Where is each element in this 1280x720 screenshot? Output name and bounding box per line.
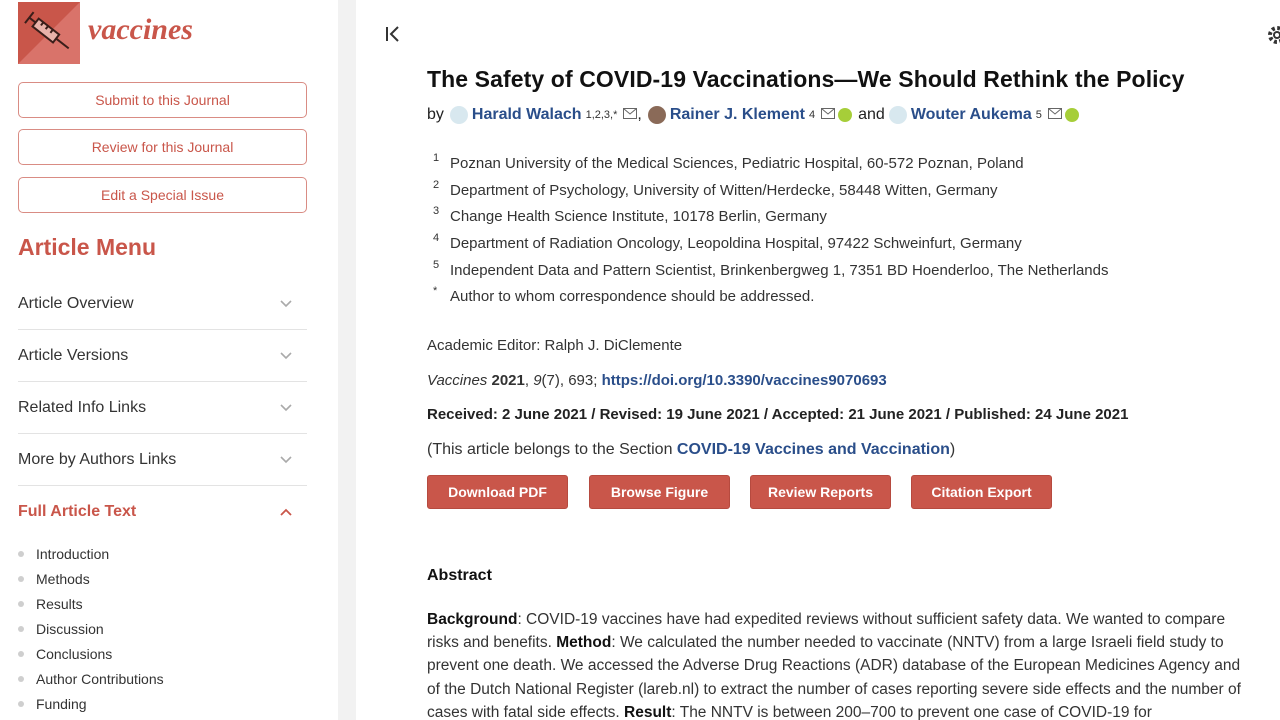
publication-dates: Received: 2 June 2021 / Revised: 19 June 2021 / Accepted: 21 June 2021 / Published: 24 June 2021 bbox=[427, 406, 1129, 423]
toc-label: Discussion bbox=[36, 620, 104, 637]
menu-item-label: Article Versions bbox=[18, 346, 129, 364]
review-reports-button[interactable]: Review Reports bbox=[750, 475, 891, 509]
affiliation-number: 3 bbox=[433, 205, 440, 218]
bullet-icon bbox=[18, 626, 24, 632]
author-link-walach[interactable]: Harald Walach bbox=[471, 106, 582, 123]
bullet-icon bbox=[18, 651, 24, 657]
toc-item-conclusions[interactable] bbox=[18, 641, 164, 666]
affiliation-item bbox=[433, 150, 1108, 177]
journal-name: vaccines bbox=[88, 13, 193, 46]
affiliation-text: Poznan University of the Medical Sciences, Pediatric Hospital, 60-572 Poznan, Poland bbox=[450, 154, 1024, 172]
abstract-background: : COVID-19 vaccines have had expedited reviews without sufficient safety data. We wanted to compare risks and benefits. bbox=[427, 611, 1226, 652]
menu-item-article-versions[interactable] bbox=[18, 330, 307, 382]
menu-item-more-by-authors[interactable] bbox=[18, 434, 307, 486]
bullet-icon bbox=[18, 551, 24, 557]
article-title: The Safety of COVID-19 Vaccinations—We Should Rethink the Policy bbox=[427, 66, 1185, 92]
affiliation-number: 5 bbox=[433, 258, 440, 271]
abstract-method-label: Method bbox=[556, 634, 612, 652]
doi-link[interactable]: https://doi.org/10.3390/vaccines9070693 bbox=[601, 372, 887, 389]
section-suffix: ) bbox=[949, 441, 956, 458]
affiliation-item bbox=[433, 230, 1108, 257]
toc-label: Author Contributions bbox=[36, 670, 164, 687]
author-list bbox=[427, 106, 1079, 124]
academic-editor: Academic Editor: Ralph J. DiClemente bbox=[427, 337, 683, 354]
affiliation-text: Department of Psychology, University of Witten/Herdecke, 58448 Witten, Germany bbox=[450, 181, 998, 199]
toc-label: Results bbox=[36, 595, 83, 612]
bullet-icon bbox=[18, 676, 24, 682]
affiliation-number: * bbox=[433, 285, 438, 298]
affiliation-number: 1 bbox=[433, 152, 440, 164]
email-icon[interactable] bbox=[1048, 106, 1062, 124]
journal-logo[interactable] bbox=[18, 2, 193, 64]
bullet-icon bbox=[18, 601, 24, 607]
author-link-klement[interactable]: Rainer J. Klement bbox=[669, 106, 805, 123]
submit-journal-button[interactable]: Submit to this Journal bbox=[18, 82, 307, 118]
affiliation-number: 4 bbox=[433, 232, 440, 245]
orcid-icon[interactable] bbox=[1065, 108, 1079, 122]
section-info bbox=[427, 441, 955, 459]
chevron-down-icon bbox=[279, 401, 293, 415]
toc-label: Methods bbox=[36, 570, 90, 587]
affiliation-text: Author to whom correspondence should be addressed. bbox=[450, 288, 815, 306]
toc-label: Conclusions bbox=[36, 645, 113, 662]
citation-issue-pages: (7), 693; bbox=[541, 372, 602, 389]
review-journal-button[interactable]: Review for this Journal bbox=[18, 129, 307, 165]
menu-item-article-overview[interactable] bbox=[18, 278, 307, 330]
menu-item-full-article-text[interactable] bbox=[18, 486, 307, 538]
author-affil-sup: 1,2,3,* bbox=[585, 109, 618, 121]
affiliation-text: Independent Data and Pattern Scientist, Brinkenbergweg 1, 7351 BD Hoenderloo, The Netherlands bbox=[450, 261, 1109, 279]
author-avatar-icon bbox=[450, 106, 468, 124]
affiliation-text: Department of Radiation Oncology, Leopoldina Hospital, 97422 Schweinfurt, Germany bbox=[450, 234, 1022, 252]
menu-item-related-info-links[interactable] bbox=[18, 382, 307, 434]
abstract-text bbox=[427, 608, 1247, 720]
citation-journal: Vaccines bbox=[427, 372, 488, 389]
chevron-down-icon bbox=[279, 349, 293, 363]
toc-label: Introduction bbox=[36, 545, 110, 562]
affiliations bbox=[433, 150, 1108, 310]
abstract-method: : We calculated the number needed to vaccinate (NNTV) from a large Israeli field study to prevent one death. We accessed the Adverse Drug Reactions (ADR) database of the European Medicines Agency and of the Dutch National Register (lareb.nl) to extract the number of cases reporting severe side effects and the number of cases with fatal side effects. bbox=[427, 634, 1241, 720]
affiliation-item bbox=[433, 283, 1108, 310]
gear-icon[interactable] bbox=[1266, 24, 1280, 51]
browse-figure-button[interactable]: Browse Figure bbox=[589, 475, 730, 509]
citation-line: Vaccines 2021, 9(7), 693; https://doi.org/10.3390/vaccines9070693 bbox=[427, 372, 887, 389]
abstract-result-label: Result bbox=[624, 703, 672, 720]
bullet-icon bbox=[18, 576, 24, 582]
email-icon[interactable] bbox=[821, 106, 835, 124]
author-link-aukema[interactable]: Wouter Aukema bbox=[910, 106, 1032, 123]
toc-item-author-contributions[interactable] bbox=[18, 666, 164, 691]
toc-item-discussion[interactable] bbox=[18, 616, 164, 641]
collapse-sidebar-icon[interactable] bbox=[384, 25, 402, 48]
and-label: and bbox=[858, 106, 885, 123]
toc-item-funding[interactable] bbox=[18, 691, 164, 716]
article-toc bbox=[18, 541, 164, 716]
edit-special-issue-button[interactable]: Edit a Special Issue bbox=[18, 177, 307, 213]
citation-volume: 9 bbox=[533, 372, 542, 389]
chevron-down-icon bbox=[279, 453, 293, 467]
section-link[interactable]: COVID-19 Vaccines and Vaccination bbox=[676, 441, 950, 458]
author-separator: , bbox=[637, 106, 642, 123]
download-pdf-button[interactable]: Download PDF bbox=[427, 475, 568, 509]
sidebar bbox=[0, 0, 338, 720]
citation-export-button[interactable]: Citation Export bbox=[911, 475, 1052, 509]
article-menu-title: Article Menu bbox=[18, 234, 157, 260]
section-prefix: (This article belongs to the Section bbox=[427, 441, 677, 458]
citation-year: 2021 bbox=[491, 372, 525, 389]
orcid-icon[interactable] bbox=[838, 108, 852, 122]
abstract-result: : The NNTV is between 200–700 to prevent one case of COVID-19 for bbox=[671, 703, 1152, 720]
toc-item-methods[interactable] bbox=[18, 566, 164, 591]
author-affil-sup: 5 bbox=[1035, 109, 1042, 121]
toc-item-introduction[interactable] bbox=[18, 541, 164, 566]
sidebar-divider bbox=[338, 0, 356, 720]
author-avatar-icon bbox=[889, 106, 907, 124]
chevron-down-icon bbox=[279, 297, 293, 311]
abstract-heading: Abstract bbox=[427, 567, 492, 584]
affiliation-number: 2 bbox=[433, 178, 440, 191]
chevron-up-icon bbox=[279, 505, 293, 519]
email-icon[interactable] bbox=[623, 106, 637, 124]
affiliation-item bbox=[433, 177, 1108, 204]
author-avatar-icon bbox=[648, 106, 666, 124]
menu-item-label: Related Info Links bbox=[18, 398, 147, 416]
affiliation-text: Change Health Science Institute, 10178 Berlin, Germany bbox=[450, 208, 827, 226]
author-affil-sup: 4 bbox=[809, 109, 816, 121]
affiliation-item bbox=[433, 257, 1108, 284]
affiliation-item bbox=[433, 203, 1108, 230]
menu-item-label: Full Article Text bbox=[18, 503, 137, 520]
bullet-icon bbox=[18, 701, 24, 707]
abstract-background-label: Background bbox=[427, 611, 518, 628]
toc-item-results[interactable] bbox=[18, 591, 164, 616]
syringe-icon bbox=[18, 2, 80, 64]
menu-item-label: More by Authors Links bbox=[18, 450, 177, 468]
toc-label: Funding bbox=[36, 695, 87, 712]
by-label: by bbox=[427, 106, 444, 123]
menu-item-label: Article Overview bbox=[18, 294, 134, 312]
